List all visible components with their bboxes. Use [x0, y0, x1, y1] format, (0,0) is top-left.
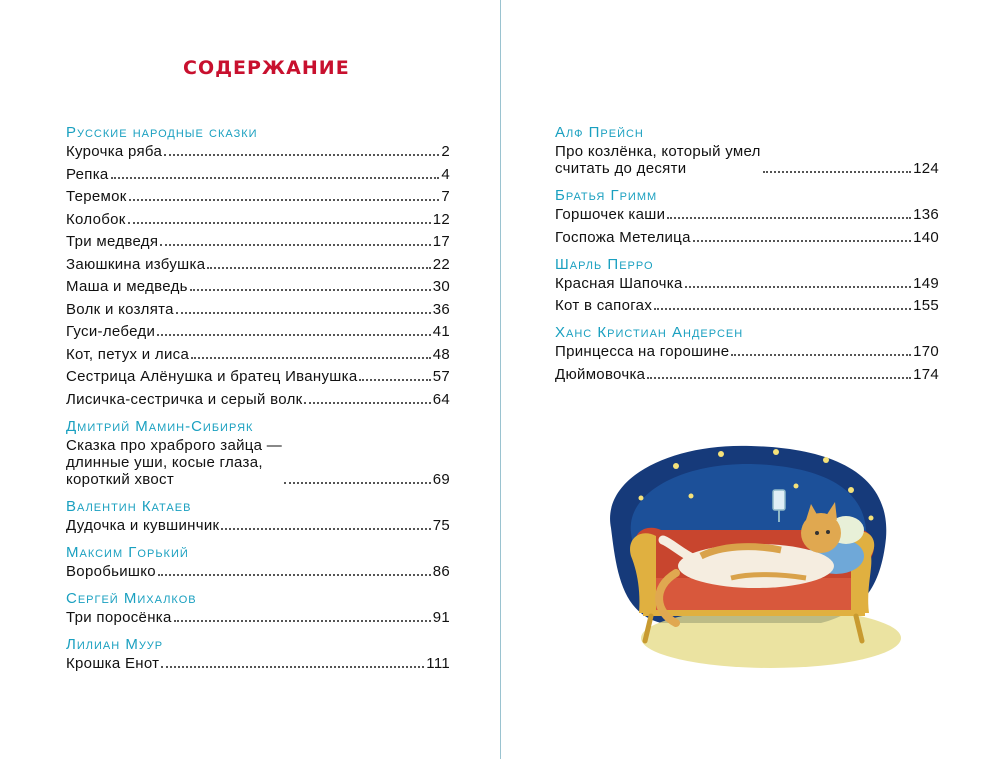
entry-title: Дюймовочка: [555, 365, 646, 383]
section-author: Дмитрий Мамин-Сибиряк: [66, 417, 254, 435]
contents-title: СОДЕРЖАНИЕ: [183, 57, 350, 79]
entry-page-number: 2: [441, 143, 450, 160]
entry-title: Дудочка и кувшинчик: [66, 516, 220, 534]
toc-entry[interactable]: [66, 211, 450, 228]
toc-entry[interactable]: [66, 391, 450, 408]
dot-leader: [693, 240, 911, 242]
entry-page-number: 7: [441, 188, 450, 205]
entry-title: Теремок: [66, 188, 127, 205]
entry-title: Госпожа Метелица: [555, 228, 691, 246]
toc-entry[interactable]: [66, 368, 450, 385]
entry-title: Репка: [66, 165, 109, 183]
entry-title: Курочка ряба: [66, 143, 163, 160]
entry-page-number: 41: [432, 323, 450, 340]
toc-left-column: [66, 123, 450, 677]
dot-leader: [191, 357, 431, 359]
dot-leader: [731, 354, 911, 356]
toc-right-column: [555, 123, 939, 388]
right-page: [501, 0, 1000, 759]
entry-page-number: 17: [432, 233, 450, 250]
dot-leader: [647, 377, 911, 379]
dot-leader: [284, 482, 431, 484]
entry-page-number: 36: [432, 300, 450, 318]
entry-page-number: 174: [913, 365, 939, 383]
dot-leader: [129, 199, 440, 201]
entry-page-number: 30: [432, 278, 450, 295]
toc-entry[interactable]: [66, 437, 450, 488]
dot-leader: [157, 334, 431, 336]
section-author: Русские народные сказки: [66, 124, 258, 141]
section-author: Максим Горький: [66, 543, 189, 561]
section-author: Валентин Катаев: [66, 497, 192, 515]
toc-entry[interactable]: [555, 297, 939, 314]
entry-title: Сказка про храброго зайца — длинные уши, косые глаза, короткий хвост: [66, 436, 283, 488]
toc-entry[interactable]: [66, 563, 450, 580]
entry-title: Сестрица Алёнушка и братец Иванушка: [66, 368, 358, 385]
entry-title: Три медведя: [66, 233, 159, 250]
dot-leader: [207, 267, 430, 269]
entry-page-number: 155: [913, 297, 939, 314]
entry-page-number: 149: [913, 274, 939, 292]
entry-title: Кот в сапогах: [555, 297, 653, 314]
entry-page-number: 12: [432, 210, 450, 228]
toc-entry[interactable]: [66, 233, 450, 250]
dot-leader: [667, 217, 911, 219]
dot-leader: [221, 528, 430, 530]
entry-title: Принцесса на горошине: [555, 343, 730, 360]
toc-entry[interactable]: [66, 278, 450, 295]
cat-on-sofa-illustration: [581, 438, 901, 673]
toc-entry[interactable]: [66, 346, 450, 363]
toc-entry[interactable]: [66, 609, 450, 626]
dot-leader: [654, 308, 911, 310]
entry-title: Гуси-лебеди: [66, 323, 156, 340]
entry-page-number: 64: [432, 390, 450, 408]
dot-leader: [161, 666, 424, 668]
section-author: Братья Гримм: [555, 187, 658, 204]
toc-entry[interactable]: [555, 343, 939, 360]
dot-leader: [190, 289, 431, 291]
entry-title: Три поросёнка: [66, 608, 172, 626]
toc-entry[interactable]: [555, 143, 939, 177]
dot-leader: [128, 222, 431, 224]
dot-leader: [176, 312, 431, 314]
entry-page-number: 91: [432, 608, 450, 626]
section-author: Алф Прейсн: [555, 124, 644, 141]
entry-page-number: 48: [432, 345, 450, 363]
entry-page-number: 140: [913, 228, 939, 246]
entry-page-number: 86: [432, 562, 450, 580]
entry-title: Колобок: [66, 210, 126, 228]
toc-entry[interactable]: [555, 206, 939, 223]
entry-title: Красная Шапочка: [555, 274, 683, 292]
dot-leader: [685, 286, 911, 288]
entry-title: Лисичка-сестричка и серый волк: [66, 390, 303, 408]
entry-page-number: 111: [426, 654, 450, 672]
entry-title: Заюшкина избушка: [66, 255, 206, 273]
section-author: Лилиан Муур: [66, 635, 164, 653]
toc-entry[interactable]: [555, 275, 939, 292]
dot-leader: [359, 379, 430, 381]
toc-entry[interactable]: [66, 166, 450, 183]
entry-title: Воробьишко: [66, 562, 156, 580]
entry-title: Маша и медведь: [66, 278, 188, 295]
toc-entry[interactable]: [66, 256, 450, 273]
toc-entry[interactable]: [555, 366, 939, 383]
section-author: Ханс Кристиан Андерсен: [555, 324, 744, 341]
entry-page-number: 69: [432, 470, 450, 488]
entry-page-number: 136: [913, 206, 939, 223]
toc-entry[interactable]: [66, 517, 450, 534]
toc-entry[interactable]: [66, 188, 450, 205]
entry-page-number: 75: [432, 516, 450, 534]
entry-title: Крошка Енот: [66, 654, 160, 672]
entry-page-number: 124: [913, 160, 939, 177]
entry-title: Про козлёнка, который умел считать до десяти: [555, 143, 761, 177]
entry-title: Горшочек каши: [555, 206, 666, 223]
toc-entry[interactable]: [66, 143, 450, 160]
entry-title: Кот, петух и лиса: [66, 345, 190, 363]
toc-entry[interactable]: [66, 301, 450, 318]
entry-page-number: 22: [432, 255, 450, 273]
dot-leader: [763, 171, 911, 173]
toc-entry[interactable]: [66, 655, 450, 672]
dot-leader: [174, 620, 431, 622]
toc-entry[interactable]: [555, 229, 939, 246]
entry-page-number: 4: [441, 165, 450, 183]
dot-leader: [111, 177, 440, 179]
entry-page-number: 170: [913, 343, 939, 360]
dot-leader: [160, 244, 430, 246]
section-author: Сергей Михалков: [66, 589, 197, 607]
toc-entry[interactable]: [66, 323, 450, 340]
entry-page-number: 57: [432, 368, 450, 385]
dot-leader: [164, 154, 439, 156]
entry-title: Волк и козлята: [66, 300, 174, 318]
dot-leader: [158, 574, 431, 576]
dot-leader: [304, 402, 430, 404]
section-author: Шарль Перро: [555, 255, 654, 273]
